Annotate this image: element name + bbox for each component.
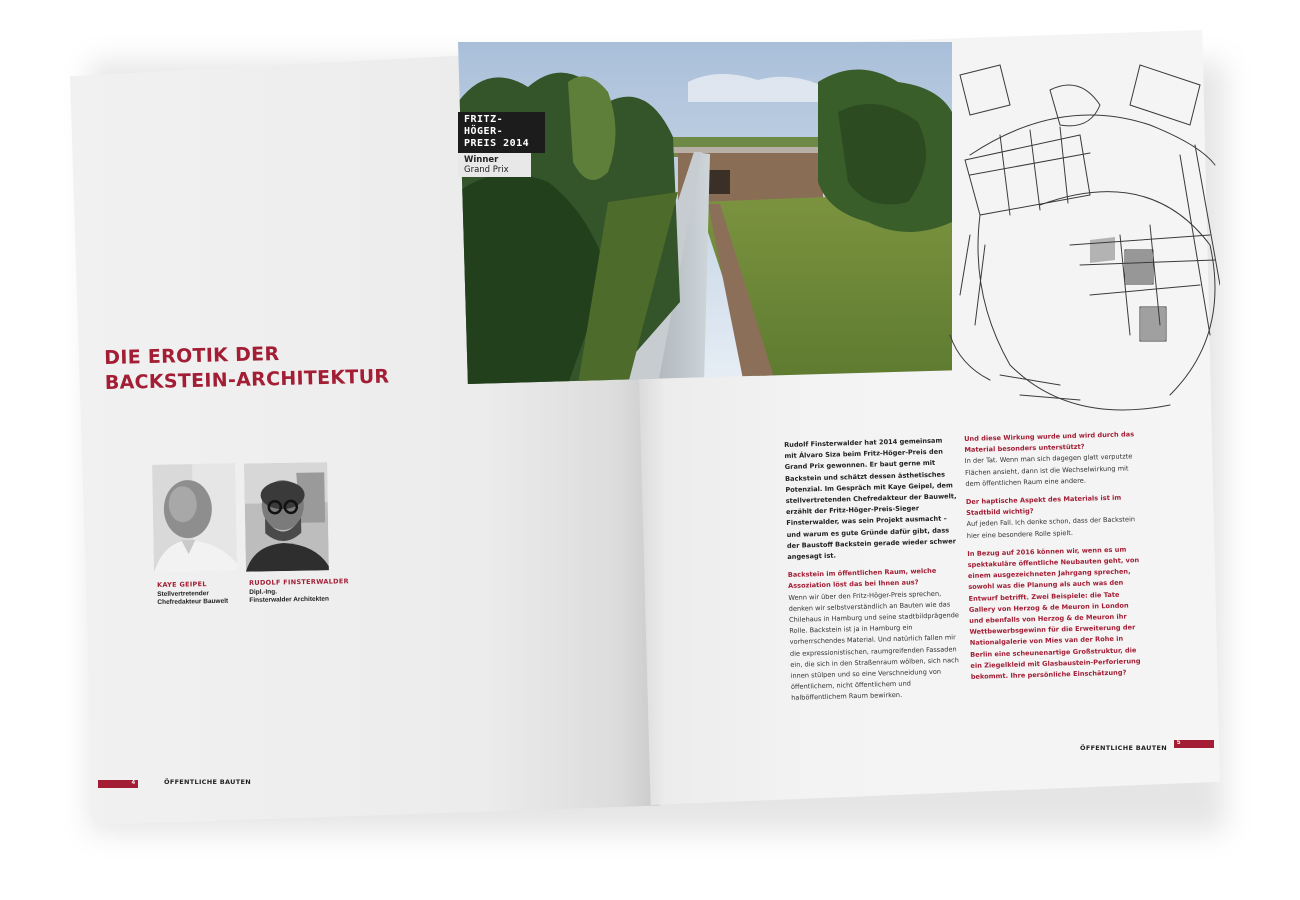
person-role: Chefredakteur Bauwelt (157, 597, 229, 606)
interview-answer: In der Tat. Wenn man sich dagegen glatt verputzte Flächen ansieht, dann ist die Wechselwirkung mit dem öffentlichen Raum eine andere. (964, 452, 1133, 488)
award-badge (458, 112, 545, 177)
article-column-2 (964, 429, 1143, 690)
award-detail (458, 153, 531, 177)
article-column-1 (784, 435, 964, 711)
interview-answer: Wenn wir über den Fritz-Höger-Preis sprechen, denken wir selbstverständlich an Bauten wie das Chilehaus in Hamburg und seine stadtbildprägende Rolle. Backstein ist ja in Hamburg ein vorherrschendes Material. Und natürlich fallen mir die expressionistischen, raumgreifenden Fassaden ein, die sich in den Straßenraum wölben, sich nach innen stülpen und so eine Verschneidung von öffentlichem, nicht öffentlichem und halböffentlichem Raum bewirken. (788, 589, 960, 703)
article-intro: Rudolf Finsterwalder hat 2014 gemeinsam mit Álvaro Siza beim Fritz-Höger-Preis den Grand Prix gewonnen. Er baut gerne mit Backstein und schätzt dessen ästhetisches Potenzial. Im Gespräch mit Kaye Geipel, dem stellvertretenden Chefredakteur der Bauwelt, erzählt der Fritz-Höger-Preis-Sieger Finsterwalder, was sein Projekt ausmacht – und warum es gute Gründe dafür gibt, dass der Baustoff Backstein gerade wieder schwer angesagt ist. (784, 436, 957, 561)
interview-question: Der haptische Aspekt des Materials ist im Stadtbild wichtig? (965, 493, 1122, 518)
page-number-bar-left (98, 780, 138, 788)
person-role: Finsterwalder Architekten (249, 595, 330, 604)
page-number-bar-right (1174, 740, 1214, 748)
interview-question: Und diese Wirkung wurde und wird durch das Material besonders unterstützt? (964, 430, 1135, 455)
portrait-kaye-geipel (152, 463, 237, 572)
person-name: RUDOLF FINSTERWALDER (249, 577, 349, 587)
section-label-left: ÖFFENTLICHE BAUTEN (164, 778, 251, 786)
person-role: Dipl.-Ing. (249, 588, 278, 596)
award-title: FRITZ-HÖGER- PREIS 2014 (458, 112, 545, 153)
interview-question: In Bezug auf 2016 können wir, wenn es um spektakuläre öffentliche Neubauten geht, von einem ausgezeichneten Jahrgang sprechen, sowohl was die Planung als auch was den Entwurf betrifft. Zwei Beispiele: die Tate Gallery von Herzog & de Meuron in London und ebenfalls von Herzog & de Meuron ihr Wettbewerbsgewinn für die Erweiterung der Nationalgalerie von Mies van der Rohe in Berlin eine scheunenartige Großstruktur, die ein Ziegelkleid mit Glasbaustein-Perforierung bekommt. Ihre persönliche Einschätzung? (967, 545, 1141, 681)
interview-answer: Auf jeden Fall. Ich denke schon, dass der Backstein hier eine besondere Rolle spielt. (966, 515, 1136, 540)
person-caption-rudolf-finsterwalder (249, 577, 369, 605)
person-name: KAYE GEIPEL (157, 580, 207, 589)
article-title: DIE EROTIK DER BACKSTEIN-ARCHITEKTUR (104, 343, 390, 394)
interview-question: Backstein im öffentlichen Raum, welche Assoziation löst das bei Ihnen aus? (787, 567, 937, 591)
building-photo (458, 42, 952, 384)
award-status: Winner (464, 155, 499, 165)
page-number-right: 5 (1177, 740, 1181, 746)
person-role: Stellvertretender (157, 590, 209, 598)
award-category: Grand Prix (464, 165, 509, 175)
architect-sketch (940, 35, 1220, 425)
page-number-left: 4 (131, 780, 135, 786)
portrait-rudolf-finsterwalder (244, 462, 329, 571)
section-label-right: ÖFFENTLICHE BAUTEN (1080, 744, 1167, 752)
